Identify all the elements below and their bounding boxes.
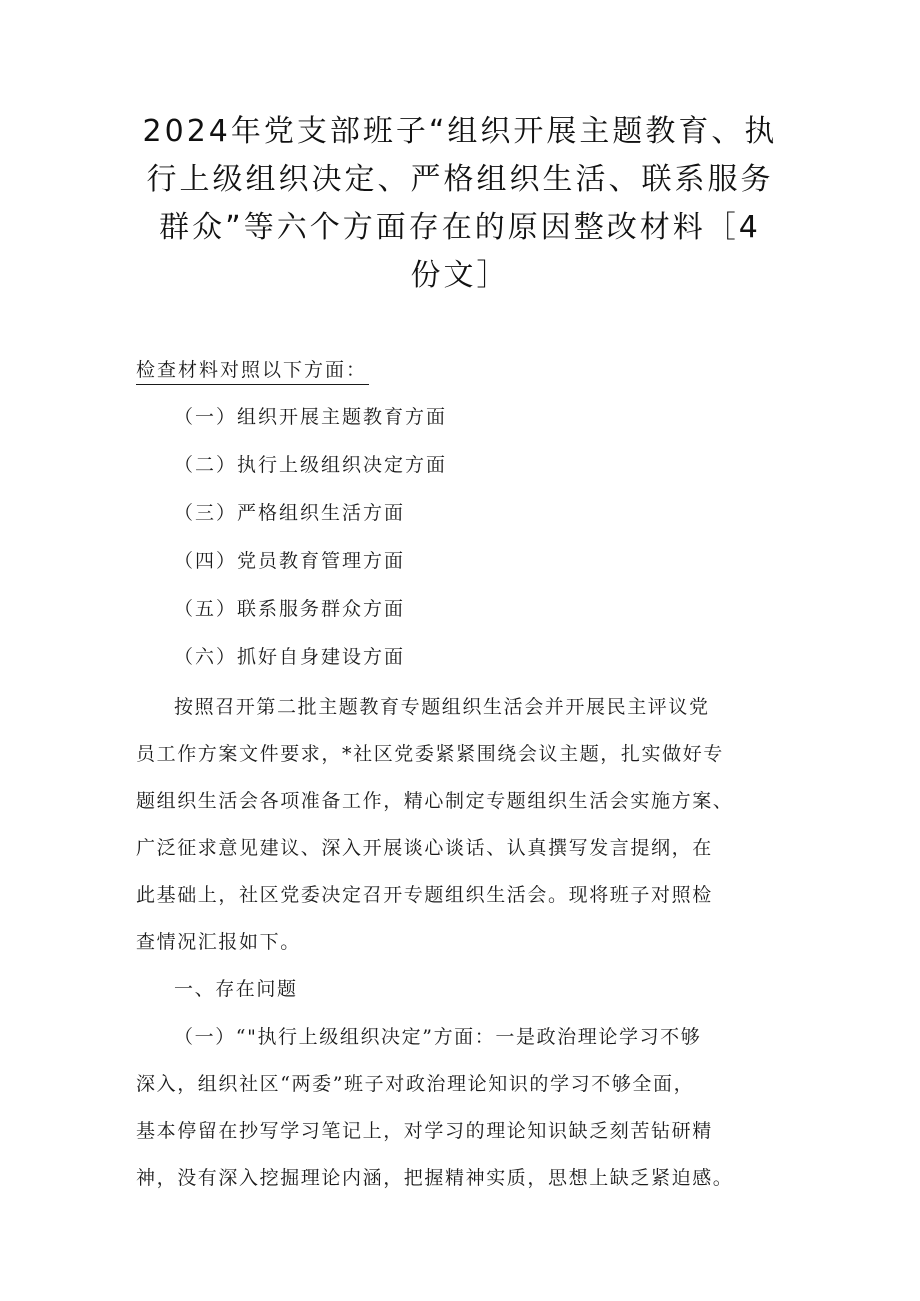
aspect-item-1: （一）组织开展主题教育方面	[174, 406, 448, 428]
document-title	[120, 108, 800, 300]
title-line-3: 群众”等六个方面存在的原因整改材料［4	[159, 210, 761, 245]
problem-line-3: 基本停留在抄写学习笔记上，对学习的理论知识缺乏刻苦钻研精	[136, 1120, 713, 1142]
section-heading-text: 一、存在问题	[174, 978, 298, 1000]
aspect-item-3: （三）严格组织生活方面	[174, 502, 406, 524]
aspect-item-5: （五）联系服务群众方面	[174, 598, 406, 620]
intro-line-3: 题组织生活会各项准备工作，精心制定专题组织生活会实施方案、	[136, 790, 734, 812]
intro-line-1: 按照召开第二批主题教育专题组织生活会并开展民主评议党	[174, 696, 710, 718]
intro-paragraph	[136, 684, 733, 966]
title-line-1: 2024年党支部班子“组织开展主题教育、执	[142, 114, 778, 149]
problem-line-2: 深入，组织社区“两委”班子对政治理论知识的学习不够全面，	[136, 1073, 695, 1095]
title-line-2: 行上级组织决定、严格组织生活、联系服务	[146, 162, 774, 197]
problem-line-4: 神，没有深入挖掘理论内涵，把握精神实质，思想上缺乏紧迫感。	[136, 1167, 734, 1189]
section-heading	[136, 966, 298, 1013]
title-line-4: 份文］	[410, 258, 510, 293]
aspect-item-2: （二）执行上级组织决定方面	[174, 454, 448, 476]
intro-line-5: 此基础上，社区党委决定召开专题组织生活会。现将班子对照检	[136, 884, 713, 906]
aspects-list	[174, 400, 447, 688]
problem-line-1: （一）“"执行上级组织决定”方面：一是政治理论学习不够	[174, 1026, 702, 1048]
intro-line-2: 员工作方案文件要求，*社区党委紧紧围绕会议主题，扎实做好专	[136, 743, 724, 765]
aspect-item-4: （四）党员教育管理方面	[174, 550, 406, 572]
aspect-item-6: （六）抓好自身建设方面	[174, 646, 406, 668]
intro-line-6: 查情况汇报如下。	[136, 931, 301, 953]
problem-paragraph	[136, 1014, 733, 1202]
intro-line-4: 广泛征求意见建议、深入开展谈心谈话、认真撰写发言提纲，在	[136, 837, 713, 859]
checklist-subheading: 检查材料对照以下方面：	[136, 356, 369, 385]
